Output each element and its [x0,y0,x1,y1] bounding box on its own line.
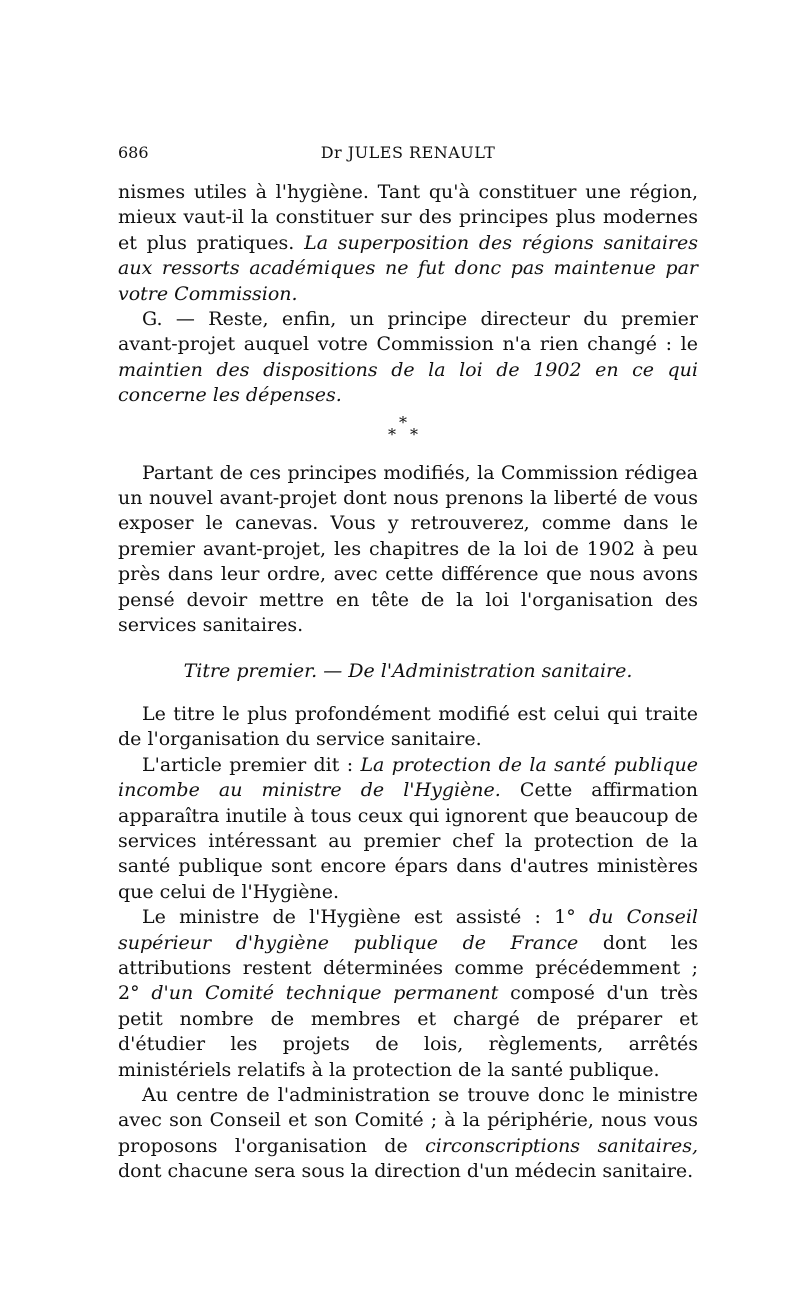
paragraph-text: Cette affirmation apparaîtra inutile à tous ceux qui ignorent que beaucoup de services intéressant au premier chef la protection de la santé publique sont encore épars dans d'autres ministères que celui de l'Hygiène. [118,779,698,903]
paragraph-text: Au centre de l'administration se trouve donc le ministre avec son Conseil et son Comité ; à la périphérie, nous vous proposons l'organisation de [118,1084,698,1157]
book-page [118,140,698,1185]
paragraph-text: L'article premier dit : [142,753,361,776]
asterism-star: * [410,424,418,444]
paragraph-italic-text: circonscriptions sanitaires, [425,1134,698,1157]
paragraph-text: composé d'un très petit nombre de membres et chargé de préparer et d'étudier les projets de lois, règlements, arrêtés ministériels relatifs à la protection de la santé publique. [118,982,698,1081]
paragraph-text: dont les attributions restent déterminées comme précédemment ; 2° [118,931,699,1005]
paragraph-text: nismes utiles à l'hygiène. Tant qu'à constituer une région, mieux vaut-il la constituer sur des principes plus modernes et plus pratiques. [118,181,698,254]
asterism-divider [118,411,698,451]
paragraph-g [118,307,698,409]
paragraph-text: dont chacune sera sous la direction d'un médecin sanitaire. [118,1160,694,1183]
paragraph-italic-text: d'un Comité technique permanent [151,982,499,1005]
paragraph-centre [118,1083,698,1185]
page-number: 686 [118,143,149,162]
paragraph-italic-text: La protection de la santé publique incombe au ministre de l'Hygiène. [118,753,698,802]
asterism-star: * [399,412,407,432]
section-heading: Titre premier. — De l'Administration sanitaire. [183,659,633,682]
paragraph-titre: Le titre le plus profondément modifié est celui qui traite de l'organisation du service sanitaire. [118,702,698,751]
paragraph-italic-text: La superposition des régions sanitaires aux ressorts académiques ne fut donc pas maintenue par votre Commission. [118,231,698,305]
paragraph-text: Le ministre de l'Hygiène est assisté : 1° [142,906,589,929]
paragraph-italic-text: maintien des dispositions de la loi de 1902 en ce qui concerne les dépenses. [118,358,698,407]
paragraph-canevas: Partant de ces principes modifiés, la Commission rédigea un nouvel avant-projet dont nous prenons la liberté de vous exposer le canevas. Vous y retrouverez, comme dans le premier avant-projet, les chapitres de la loi de 1902 à peu près dans leur ordre, avec cette différence que nous avons pensé devoir mettre en tête de la loi l'organisation des services sanitaires. [118,461,698,637]
paragraph-text: G. — Reste, enfin, un principe directeur du premier avant-projet auquel votre Commission n'a rien changé : le [118,308,698,356]
paragraph-article-premier [118,753,698,905]
paragraph-italic-text: du Conseil supérieur d'hygiène publique de France [118,906,698,954]
asterism-star: * [388,424,396,444]
paragraph-ministre [118,905,698,1083]
running-title: Dr JULES RENAULT [320,143,496,162]
paragraph-continuation [118,180,698,307]
running-header [118,140,698,164]
